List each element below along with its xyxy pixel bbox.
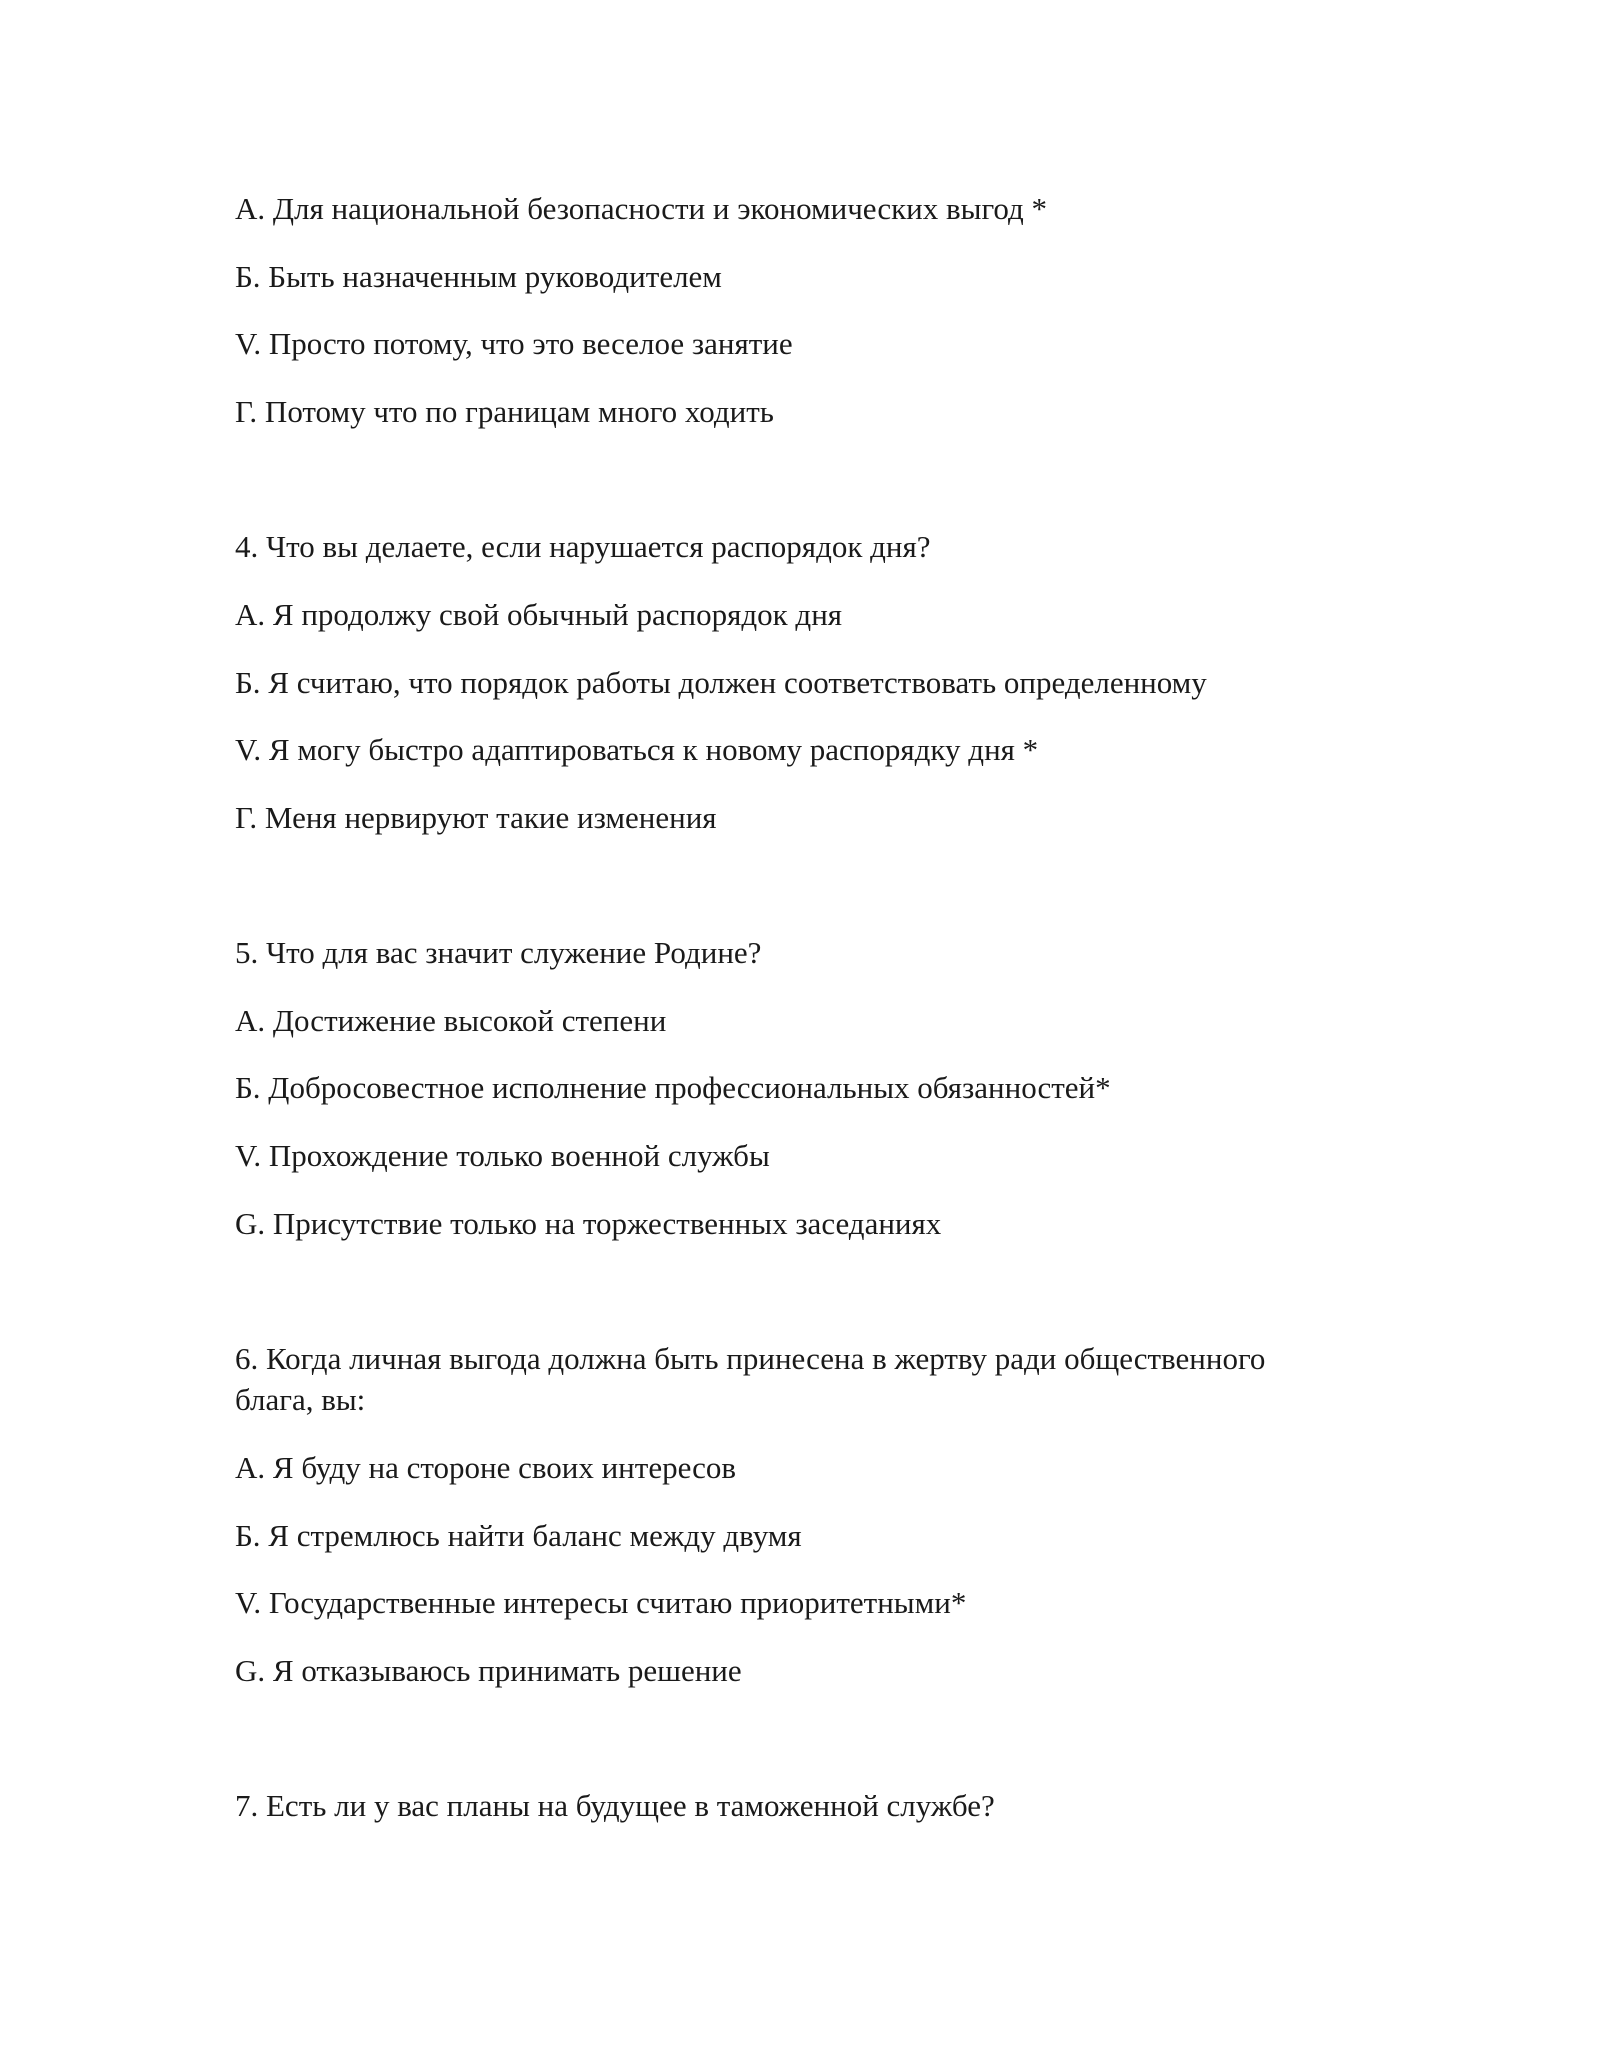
answer-option: Г. Меня нервируют такие изменения xyxy=(235,800,717,835)
answer-option: V. Я могу быстро адаптироваться к новому распорядку дня * xyxy=(235,732,1039,767)
question-4: 4. Что вы делаете, если нарушается распорядок дня? xyxy=(235,529,931,564)
answer-option: G. Присутствие только на торжественных заседаниях xyxy=(235,1206,942,1241)
answer-option: Г. Потому что по границам много ходить xyxy=(235,394,774,429)
answer-option: G. Я отказываюсь принимать решение xyxy=(235,1653,742,1688)
answer-option: А. Я буду на стороне своих интересов xyxy=(235,1450,737,1485)
answer-option: А. Для национальной безопасности и экономических выгод * xyxy=(235,191,1048,226)
answer-option: V. Прохождение только военной службы xyxy=(235,1138,770,1173)
answer-option: V. Государственные интересы считаю приоритетными* xyxy=(235,1585,967,1620)
answer-option: А. Я продолжу свой обычный распорядок дня xyxy=(235,597,843,632)
question-6-line-2: блага, вы: xyxy=(235,1382,366,1417)
question-5: 5. Что для вас значит служение Родине? xyxy=(235,935,762,970)
answer-option: Б. Быть назначенным руководителем xyxy=(235,259,722,294)
answer-option: V. Просто потому, что это веселое занятие xyxy=(235,326,793,361)
answer-option: Б. Добросовестное исполнение профессиональных обязанностей* xyxy=(235,1070,1111,1105)
question-6-line-1: 6. Когда личная выгода должна быть принесена в жертву ради общественного xyxy=(235,1341,1266,1376)
answer-option: А. Достижение высокой степени xyxy=(235,1003,667,1038)
answer-option: Б. Я стремлюсь найти баланс между двумя xyxy=(235,1518,802,1553)
answer-option: Б. Я считаю, что порядок работы должен соответствовать определенному xyxy=(235,665,1207,700)
question-7: 7. Есть ли у вас планы на будущее в таможенной службе? xyxy=(235,1788,995,1823)
